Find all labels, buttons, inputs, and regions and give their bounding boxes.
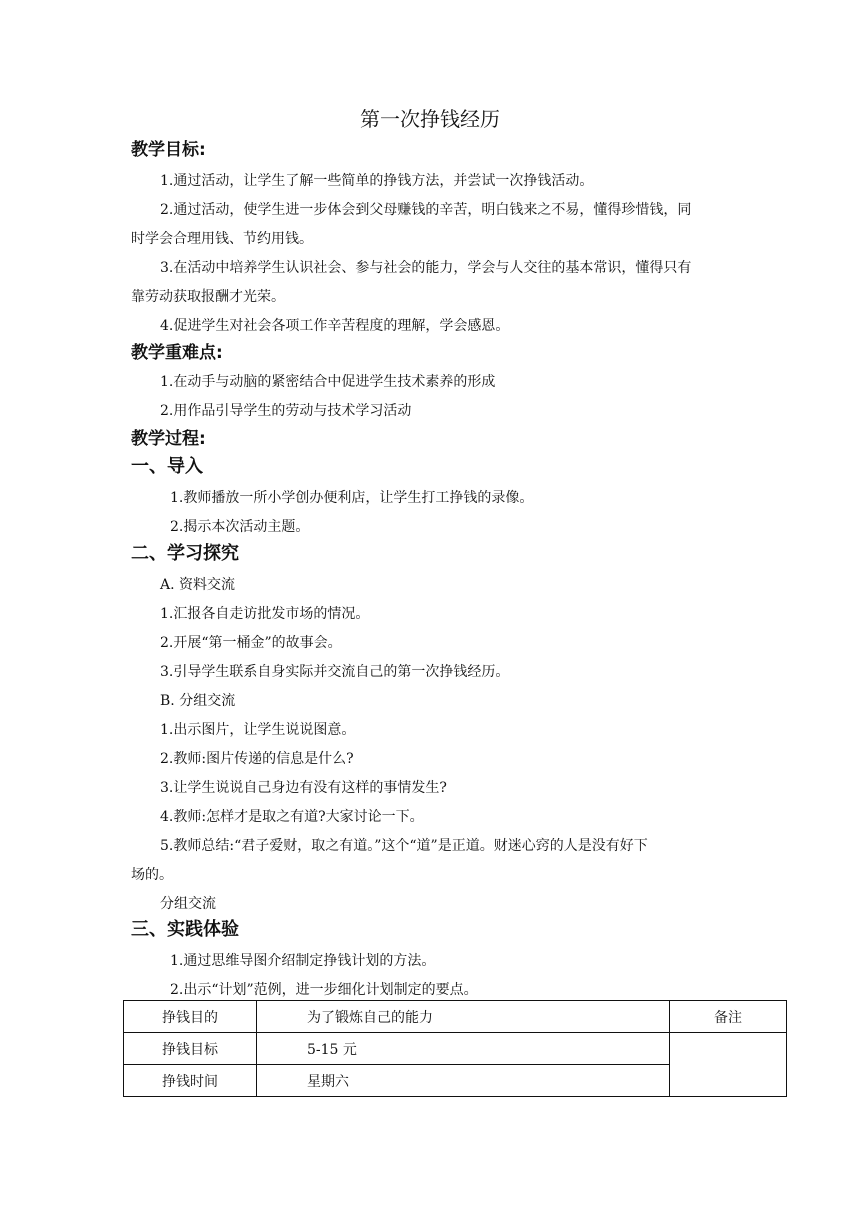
explore-line: 3.引导学生联系自身实际并交流自己的第一次挣钱经历。 <box>160 664 510 680</box>
explore-line: 5.教师总结:“君子爱财，取之有道。”这个“道”是正道。财迷心窍的人是没有好下 <box>160 838 648 854</box>
explore-line: 2.教师:图片传递的信息是什么? <box>160 751 354 767</box>
table-cell: 5-15 元 <box>257 1033 670 1065</box>
section-heading-intro: 一、导入 <box>131 456 203 477</box>
explore-line: 4.教师:怎样才是取之有道?大家讨论一下。 <box>160 809 424 825</box>
table-cell: 挣钱时间 <box>124 1065 257 1097</box>
table-cell-remarks-header: 备注 <box>670 1001 787 1033</box>
table-cell-remarks <box>670 1033 787 1097</box>
table-cell: 星期六 <box>257 1065 670 1097</box>
objective-line: 时学会合理用钱、节约用钱。 <box>131 231 313 247</box>
practice-line: 1.通过思维导图介绍制定挣钱计划的方法。 <box>170 953 436 969</box>
objectives-heading: 教学目标: <box>131 140 206 160</box>
explore-line: A. 资料交流 <box>160 577 236 593</box>
table-cell: 挣钱目标 <box>124 1033 257 1065</box>
section-heading-explore: 二、学习探究 <box>131 543 239 564</box>
table-row <box>124 1033 787 1065</box>
key-point-line: 1.在动手与动脑的紧密结合中促进学生技术素养的形成 <box>160 374 496 390</box>
process-heading: 教学过程: <box>131 429 206 449</box>
objective-line: 4.促进学生对社会各项工作辛苦程度的理解，学会感恩。 <box>160 318 510 334</box>
explore-line: 场的。 <box>131 867 173 883</box>
objective-line: 靠劳动获取报酬才光荣。 <box>131 289 285 305</box>
objective-line: 3.在活动中培养学生认识社会、参与社会的能力，学会与人交往的基本常识，懂得只有 <box>160 260 692 276</box>
table-row <box>124 1001 787 1033</box>
table-cell: 为了锻炼自己的能力 <box>257 1001 670 1033</box>
section-heading-practice: 三、实践体验 <box>131 919 239 940</box>
intro-line: 1.教师播放一所小学创办便利店，让学生打工挣钱的录像。 <box>170 490 534 506</box>
key-point-line: 2.用作品引导学生的劳动与技术学习活动 <box>160 403 412 419</box>
objective-line: 1.通过活动，让学生了解一些简单的挣钱方法，并尝试一次挣钱活动。 <box>160 173 594 189</box>
explore-line: B. 分组交流 <box>160 693 236 709</box>
intro-line: 2.揭示本次活动主题。 <box>170 519 310 535</box>
page-title: 第一次挣钱经历 <box>360 107 500 131</box>
explore-line: 1.出示图片，让学生说说图意。 <box>160 722 356 738</box>
table-cell: 挣钱目的 <box>124 1001 257 1033</box>
explore-line: 2.开展“第一桶金”的故事会。 <box>160 635 342 651</box>
explore-line: 分组交流 <box>160 896 216 912</box>
practice-line: 2.出示“计划”范例，进一步细化计划制定的要点。 <box>170 982 478 998</box>
plan-table <box>123 1000 787 1097</box>
objective-line: 2.通过活动，使学生进一步体会到父母赚钱的辛苦，明白钱来之不易，懂得珍惜钱，同 <box>160 202 692 218</box>
key-points-heading: 教学重难点: <box>131 343 223 363</box>
explore-line: 1.汇报各自走访批发市场的情况。 <box>160 606 370 622</box>
explore-line: 3.让学生说说自己身边有没有这样的事情发生? <box>160 780 447 796</box>
